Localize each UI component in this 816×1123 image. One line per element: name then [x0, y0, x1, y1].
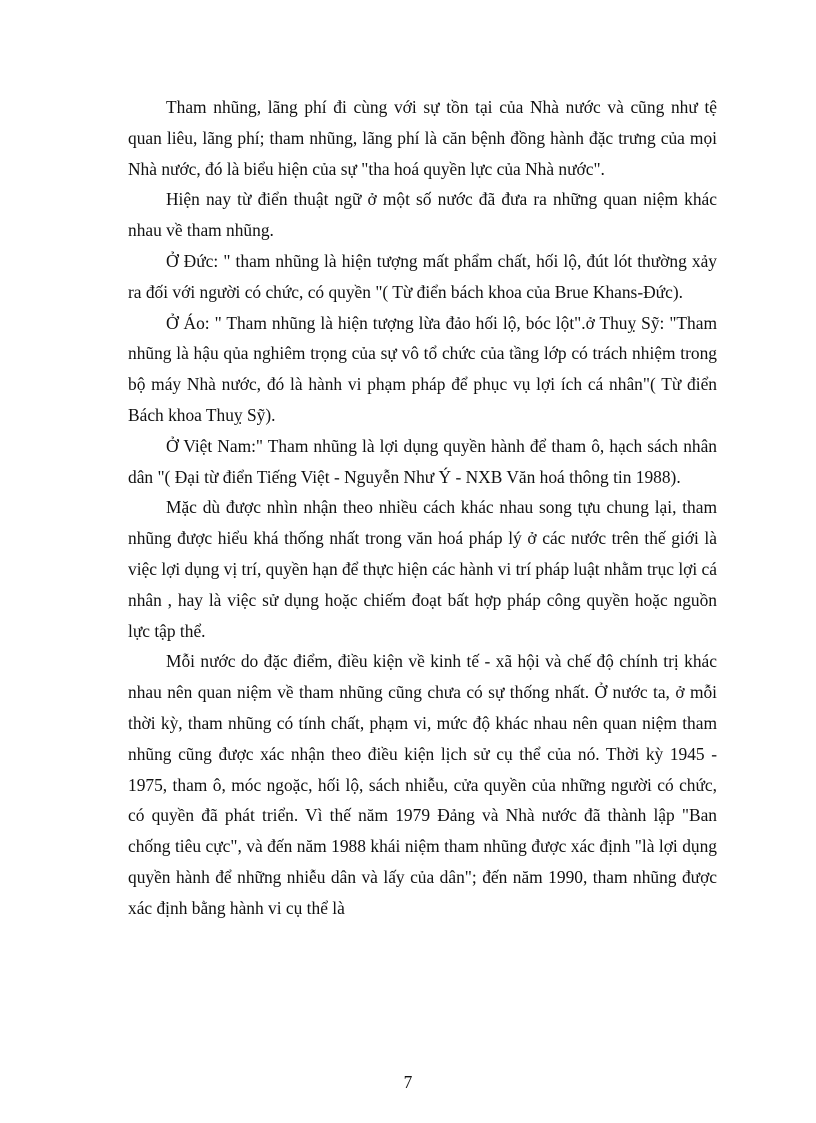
paragraph-common-understanding: Mặc dù được nhìn nhận theo nhiều cách khác nhau song tựu chung lại, tham nhũng được hiểu khá thống nhất trong văn hoá pháp lý ở các nước trên thế giới là việc lợi dụng vị trí, quyền hạn để thực hiện các hành vi trí pháp luật nhằm trục lợi cá nhân , hay là việc sử dụng hoặc chiếm đoạt bất hợp pháp công quyền hoặc nguồn lực tập thể.: [128, 497, 717, 641]
paragraph-corruption-intro: Tham nhũng, lãng phí đi cùng với sự tồn tại của Nhà nước và cũng như tệ quan liêu, lãng phí; tham nhũng, lãng phí là căn bệnh đồng hành đặc trưng của mọi Nhà nước, đó là biểu hiện của sự "tha hoá quyền lực của Nhà nước".: [128, 97, 717, 179]
body-text: [128, 92, 717, 924]
paragraph-dictionary-definitions: Hiện nay từ điển thuật ngữ ở một số nước đã đưa ra những quan niệm khác nhau về tham nhũng.: [128, 189, 717, 241]
paragraph-austria-switzerland-definition: Ở Áo: " Tham nhũng là hiện tượng lừa đảo hối lộ, bóc lột".ở Thuỵ Sỹ: "Tham nhũng là hậu qủa nghiêm trọng của sự vô tổ chức của tầng lớp có trách nhiệm trong bộ máy Nhà nước, đó là hành vi phạm pháp để phục vụ lợi ích cá nhân"( Từ điển Bách khoa Thuỵ Sỹ).: [128, 312, 717, 425]
paragraph-germany-definition: Ở Đức: " tham nhũng là hiện tượng mất phẩm chất, hối lộ, đút lót thường xảy ra đối với người có chức, có quyền "( Từ điển bách khoa của Brue Khans-Đức).: [128, 250, 717, 302]
page-number: 7: [403, 1072, 413, 1092]
paragraph-national-differences: Mỗi nước do đặc điểm, điều kiện về kinh tế - xã hội và chế độ chính trị khác nhau nên quan niệm về tham nhũng cũng chưa có sự thống nhất. Ở nước ta, ở mỗi thời kỳ, tham nhũng có tính chất, phạm vi, mức độ khác nhau nên quan niệm tham nhũng cũng được xác nhận theo điều kiện lịch sử cụ thể của nó. Thời kỳ 1945 - 1975, tham ô, móc ngoặc, hối lộ, sách nhiễu, cửa quyền của những người có chức, có quyền đã phát triển. Vì thế năm 1979 Đảng và Nhà nước đã thành lập "Ban chống tiêu cực", và đến năm 1988 khái niệm tham nhũng được xác định "là lợi dụng quyền hành để những nhiễu dân và lấy của dân"; đến năm 1990, tham nhũng được xác định bằng hành vi cụ thể là: [128, 651, 717, 918]
paragraph-vietnam-definition: Ở Việt Nam:" Tham nhũng là lợi dụng quyền hành để tham ô, hạch sách nhân dân "( Đại từ điển Tiếng Việt - Nguyễn Như Ý - NXB Văn hoá thông tin 1988).: [128, 435, 717, 487]
